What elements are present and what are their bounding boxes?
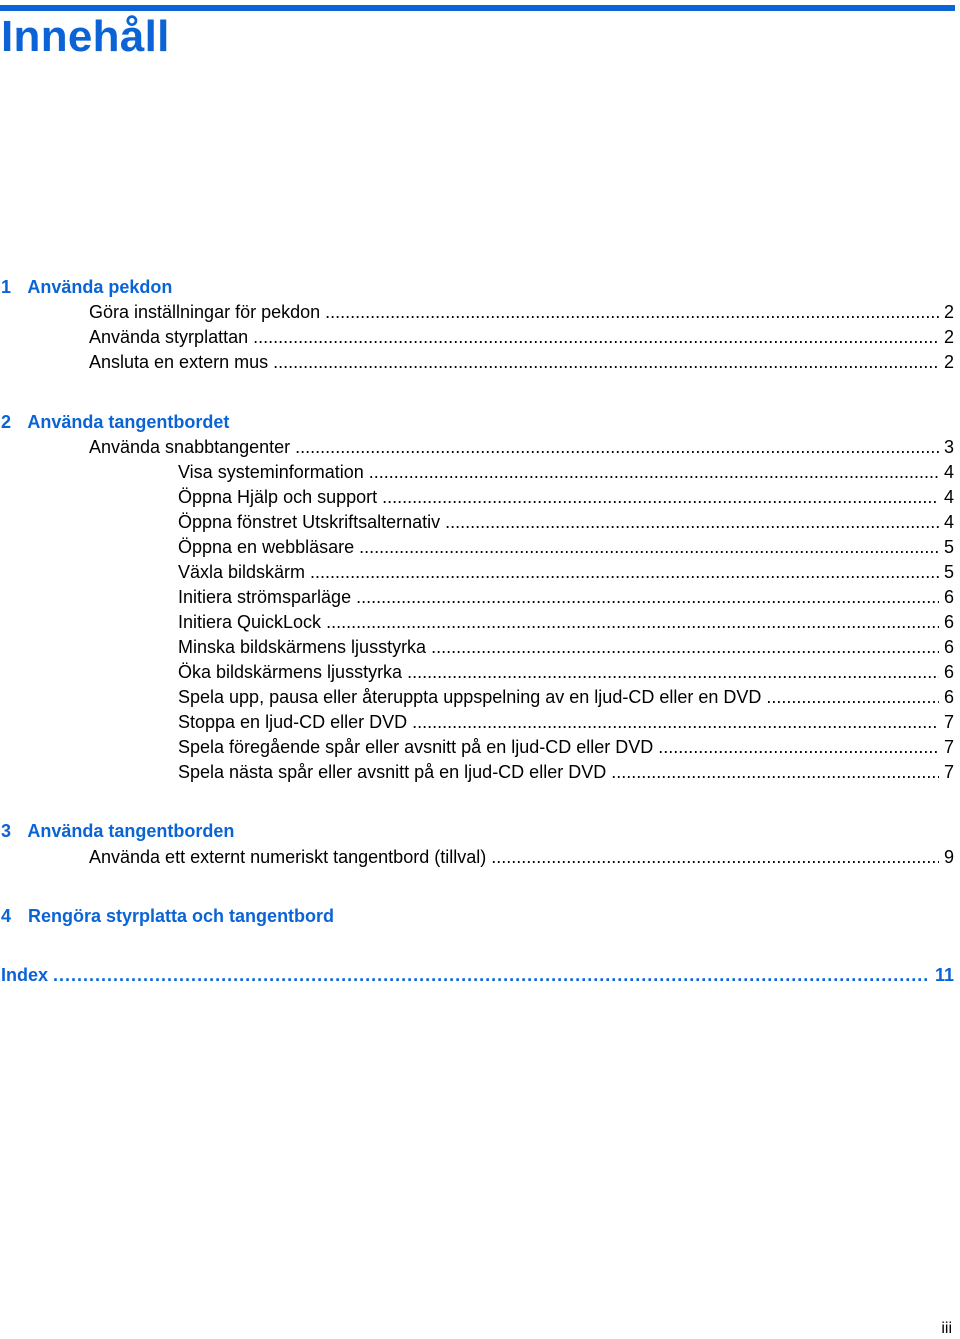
dot-leader [356,585,939,610]
chapter-number: 2 [1,412,12,432]
chapter-heading-1[interactable] [1,275,172,300]
toc-entry[interactable] [0,845,954,870]
dot-leader [445,510,939,535]
toc-subentry[interactable] [0,735,954,760]
toc-page-number: 6 [943,637,954,657]
toc-page-number: 9 [943,847,954,867]
chapter-number: 3 [1,821,12,841]
dot-leader [412,710,939,735]
toc-entry-title: Minska bildskärmens ljusstyrka [178,637,427,657]
toc-entry[interactable] [0,350,954,375]
toc-page-number: 6 [943,662,954,682]
toc-subentry[interactable] [0,535,954,560]
dot-leader [766,685,939,710]
toc-entry-title: Öppna fönstret Utskriftsalternativ [178,512,441,532]
toc-page-number: 5 [943,537,954,557]
chapter-title: Rengöra styrplatta och tangentbord [28,906,335,926]
toc-entry-title: Spela föregående spår eller avsnitt på en ljud-CD eller DVD [178,737,654,757]
toc-entry-title: Öka bildskärmens ljusstyrka [178,662,403,682]
toc-subentry[interactable] [0,610,954,635]
page-folio: iii [941,1320,952,1337]
chapter-title: Använda tangentborden [27,821,235,841]
dot-leader [431,635,939,660]
chapter-heading-2[interactable] [1,410,229,435]
dot-leader [253,325,939,350]
dot-leader [658,735,939,760]
dot-leader [407,660,939,685]
toc-subentry[interactable] [0,460,954,485]
dot-leader [53,963,930,988]
toc-entry[interactable] [0,300,954,325]
dot-leader [326,610,939,635]
toc-page-number: 6 [943,612,954,632]
toc-subentry[interactable] [0,560,954,585]
chapter-number: 1 [1,277,12,297]
index-title: Index [1,965,49,985]
dot-leader [611,760,939,785]
dot-leader [491,845,939,870]
toc-subentry[interactable] [0,510,954,535]
dot-leader [310,560,939,585]
dot-leader [359,535,939,560]
toc-entry[interactable] [0,325,954,350]
toc-entry-title: Använda snabbtangenter [89,437,291,457]
toc-page-number: 6 [943,587,954,607]
chapter-heading-3[interactable] [1,819,234,844]
page-title: Innehåll [1,12,170,61]
toc-subentry[interactable] [0,685,954,710]
toc-subentry[interactable] [0,585,954,610]
toc-entry-title: Ansluta en extern mus [89,352,269,372]
toc-entry-title: Öppna en webbläsare [178,537,355,557]
toc-page-number: 7 [943,737,954,757]
toc-entry-title: Växla bildskärm [178,562,306,582]
toc-page-number: 6 [943,687,954,707]
dot-leader [382,485,939,510]
chapter-title: Använda tangentbordet [27,412,230,432]
index-entry[interactable] [1,963,954,988]
toc-page-number: 7 [943,762,954,782]
chapter-title: Använda pekdon [27,277,173,297]
toc-page-number: 3 [943,437,954,457]
toc-entry-title: Spela nästa spår eller avsnitt på en ljud-CD eller DVD [178,762,607,782]
dot-leader [369,460,939,485]
toc-page-number: 4 [943,512,954,532]
toc-entry-title: Visa systeminformation [178,462,364,482]
toc-entry-title: Spela upp, pausa eller återuppta uppspelning av en ljud-CD eller en DVD [178,687,762,707]
toc-subentry[interactable] [0,635,954,660]
top-rule [0,5,955,11]
toc-page-number: 4 [943,487,954,507]
toc-page-number: 4 [943,462,954,482]
chapter-heading-4[interactable] [1,904,334,929]
index-page-number: 11 [934,965,954,985]
dot-leader [295,435,939,460]
toc-page-number: 7 [943,712,954,732]
toc-subentry[interactable] [0,660,954,685]
toc-page-number: 2 [943,327,954,347]
toc-entry[interactable] [0,435,954,460]
toc-entry-title: Göra inställningar för pekdon [89,302,321,322]
chapter-number: 4 [1,906,12,926]
toc-page-number: 2 [943,352,954,372]
toc-subentry[interactable] [0,760,954,785]
dot-leader [325,300,939,325]
toc-subentry[interactable] [0,485,954,510]
toc-entry-title: Initiera QuickLock [178,612,322,632]
toc-entry-title: Stoppa en ljud-CD eller DVD [178,712,408,732]
toc-entry-title: Använda ett externt numeriskt tangentbord (tillval) [89,847,487,867]
toc-entry-title: Initiera strömsparläge [178,587,352,607]
dot-leader [273,350,939,375]
toc-subentry[interactable] [0,710,954,735]
toc-page-number: 2 [943,302,954,322]
toc-page-number: 5 [943,562,954,582]
toc-entry-title: Öppna Hjälp och support [178,487,378,507]
toc-entry-title: Använda styrplattan [89,327,249,347]
